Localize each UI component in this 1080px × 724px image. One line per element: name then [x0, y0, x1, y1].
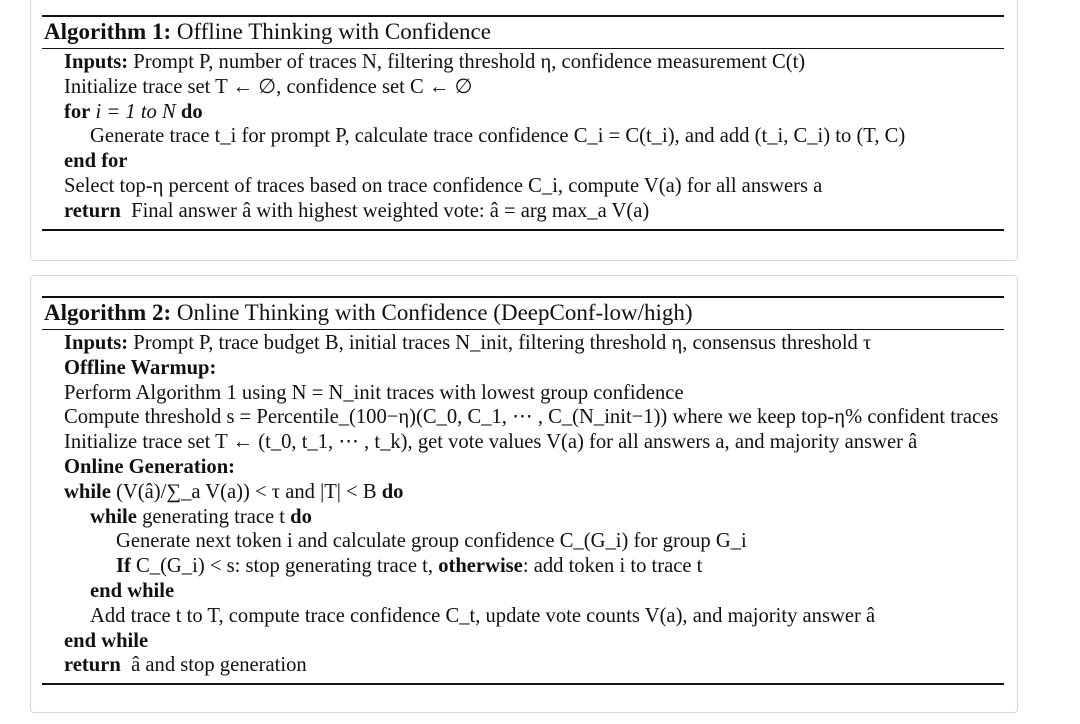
algorithm-1-card: [30, 0, 1018, 261]
inner-while-line: [42, 505, 1004, 530]
end-while-outer-line: [42, 629, 1004, 654]
offline-warmup-heading: [42, 356, 1004, 381]
return-text: Final answer â with highest weighted vote: â = arg max_a V(a): [131, 199, 650, 222]
algorithm-2-title: [42, 298, 1004, 329]
inputs-label: Inputs:: [64, 332, 129, 354]
for-keyword: for: [64, 100, 91, 123]
return-keyword: return: [64, 654, 121, 677]
algorithm-1-title: [42, 17, 1004, 48]
return-line: [42, 199, 1004, 224]
algorithm-2-body: [42, 330, 1004, 683]
inner-while-keyword: while: [90, 505, 137, 528]
return-keyword: return: [64, 199, 121, 222]
algorithm-2-card: [30, 275, 1018, 713]
if-keyword: If: [116, 555, 131, 578]
algorithm-1-label: Algorithm 1:: [44, 19, 172, 44]
generate-next-line: Generate next token i and calculate group confidence C_(G_i) for group G_i: [116, 530, 747, 553]
inputs-line: [42, 50, 1004, 75]
init-line: Initialize trace set T ← ∅, confidence set C ← ∅: [64, 75, 473, 98]
bottom-rule: [42, 683, 1004, 685]
otherwise-keyword: otherwise: [438, 555, 523, 578]
end-while-outer-keyword: end while: [64, 629, 149, 652]
return-line: [42, 653, 1004, 678]
algorithm-2-name: Online Thinking with Confidence (DeepConf-low/high): [176, 300, 693, 325]
algorithm-2: [42, 296, 1004, 685]
if-text: C_(G_i) < s: stop generating trace t,: [136, 555, 434, 578]
offline-warmup-label: Offline Warmup:: [64, 356, 217, 379]
generate-line: Generate trace t_i for prompt P, calculate trace confidence C_i = C(t_i), and add (t_i, C_i) to (T, C): [90, 125, 906, 148]
end-while-inner-keyword: end while: [90, 579, 175, 602]
online-generation-label: Online Generation:: [64, 455, 236, 478]
threshold-line: Compute threshold s = Percentile_(100−η)(C_0, C_1, ⋯ , C_(N_init−1)) where we keep top-η% confident traces: [64, 406, 999, 429]
do-keyword: do: [180, 100, 203, 123]
algorithm-2-label: Algorithm 2:: [44, 300, 172, 325]
for-condition: i = 1 to N: [95, 100, 176, 123]
online-generation-heading: [42, 455, 1004, 480]
perform-line: Perform Algorithm 1 using N = N_init traces with lowest group confidence: [64, 381, 684, 404]
inner-do-keyword: do: [290, 505, 312, 528]
add-trace-line: Add trace t to T, compute trace confidence C_t, update vote counts V(a), and majority answer â: [90, 604, 876, 627]
inputs-text: Prompt P, number of traces N, filtering threshold η, confidence measurement C(t): [133, 51, 806, 73]
return-text: â and stop generation: [131, 654, 307, 677]
inner-while-condition: generating trace t: [142, 505, 286, 528]
bottom-rule: [42, 229, 1004, 231]
select-line: Select top-η percent of traces based on trace confidence C_i, compute V(a) for all answers a: [64, 174, 823, 197]
end-for-keyword: end for: [64, 150, 128, 173]
algorithm-1-name: Offline Thinking with Confidence: [176, 19, 491, 44]
end-while-inner-line: [42, 579, 1004, 604]
end-for-line: [42, 149, 1004, 174]
otherwise-text: : add token i to trace t: [522, 555, 703, 578]
while-keyword: while: [64, 480, 111, 503]
while-condition: (V(â)/∑_a V(a)) < τ and |T| < B: [116, 480, 377, 503]
inputs-label: Inputs:: [64, 51, 129, 73]
algorithm-1: [42, 15, 1004, 231]
algorithm-1-body: [42, 49, 1004, 229]
inputs-line: [42, 331, 1004, 356]
if-line: [42, 554, 1004, 579]
do-keyword: do: [381, 480, 404, 503]
while-line: [42, 480, 1004, 505]
inputs-text: Prompt P, trace budget B, initial traces N_init, filtering threshold η, consensus threshold τ: [133, 332, 872, 354]
init-line: Initialize trace set T ← (t_0, t_1, ⋯ , t_k), get vote values V(a) for all answers a, and majority answer â: [64, 431, 918, 454]
for-line: [42, 100, 1004, 125]
